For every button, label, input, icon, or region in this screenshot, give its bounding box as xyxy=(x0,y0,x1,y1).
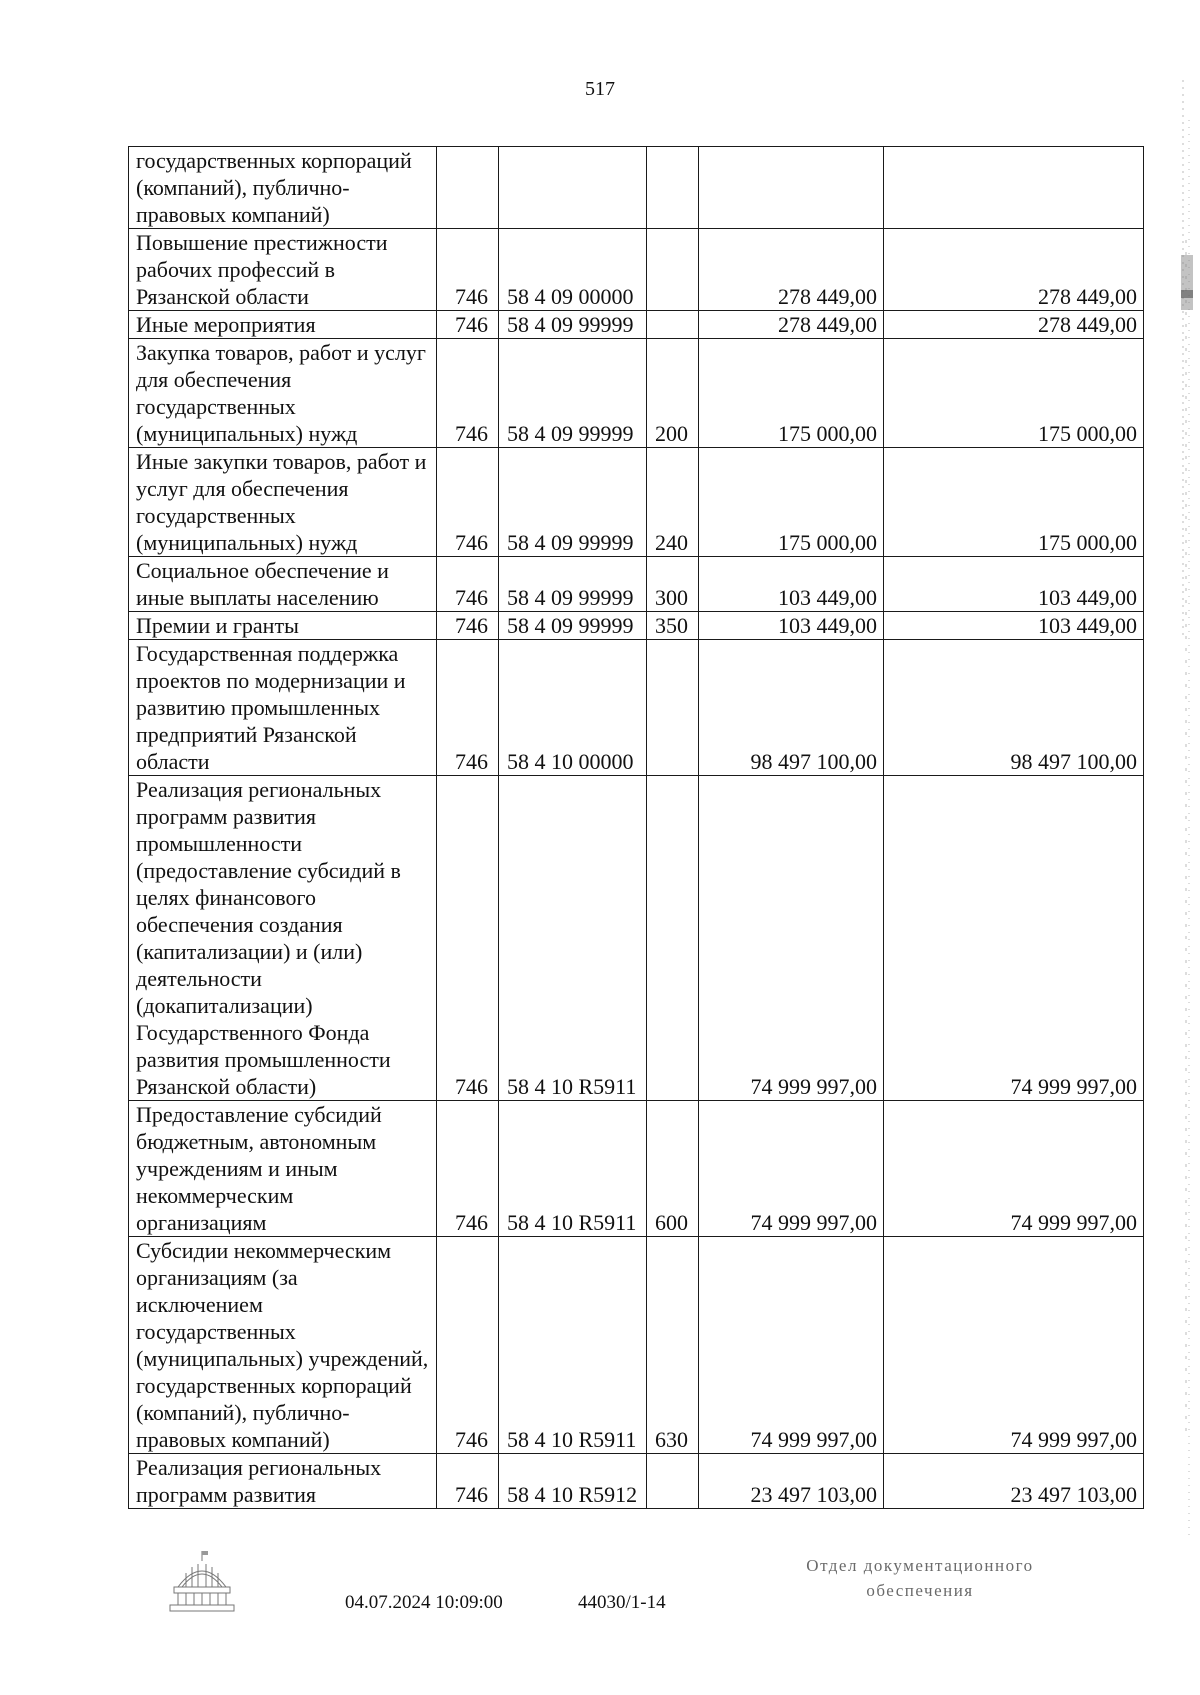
row-name-line: Рязанской области xyxy=(136,284,309,309)
table-row xyxy=(129,229,1144,311)
row-name-line: деятельности xyxy=(136,966,262,991)
table-row xyxy=(129,1237,1144,1454)
amount-cell: 278 449,00 xyxy=(699,311,884,339)
department-stamp xyxy=(770,1553,1070,1603)
gr-code-cell: 746 xyxy=(437,448,499,557)
amount-cell: 278 449,00 xyxy=(699,229,884,311)
expense-type-cell xyxy=(647,776,699,1101)
table-row xyxy=(129,612,1144,640)
amount-cell: 103 449,00 xyxy=(699,557,884,612)
target-article-cell: 58 4 10 00000 xyxy=(499,640,647,776)
row-name-line: государственных xyxy=(136,503,296,528)
row-name-line: (компаний), публично- xyxy=(136,175,350,200)
target-article-cell: 58 4 09 00000 xyxy=(499,229,647,311)
target-article-cell: 58 4 09 99999 xyxy=(499,557,647,612)
gr-code-cell: 746 xyxy=(437,612,499,640)
expense-type-cell: 350 xyxy=(647,612,699,640)
row-name-line: Субсидии некоммерческим xyxy=(136,1238,392,1263)
amount-cell: 175 000,00 xyxy=(699,448,884,557)
target-article-cell: 58 4 10 R5911 xyxy=(499,1237,647,1454)
amount-cell xyxy=(884,147,1144,229)
row-name-cell xyxy=(129,339,437,448)
row-name-line: правовых компаний) xyxy=(136,202,330,227)
row-name-line: Реализация региональных xyxy=(136,777,382,802)
row-name-cell xyxy=(129,776,437,1101)
amount-cell: 74 999 997,00 xyxy=(884,1101,1144,1237)
row-name-cell xyxy=(129,1454,437,1509)
amount-cell: 98 497 100,00 xyxy=(884,640,1144,776)
table-row xyxy=(129,640,1144,776)
amount-cell: 103 449,00 xyxy=(699,612,884,640)
row-name-line: Закупка товаров, работ и услуг xyxy=(136,340,426,365)
amount-cell: 74 999 997,00 xyxy=(699,1101,884,1237)
row-name-line: Государственного Фонда xyxy=(136,1020,370,1045)
gr-code-cell: 746 xyxy=(437,1237,499,1454)
row-name-line: Государственная поддержка xyxy=(136,641,399,666)
amount-cell xyxy=(699,147,884,229)
gr-code-cell: 746 xyxy=(437,1101,499,1237)
row-name-cell xyxy=(129,147,437,229)
row-name-line: развития промышленности xyxy=(136,1047,391,1072)
stamp-line-2: обеспечения xyxy=(866,1581,974,1600)
row-name-line: Премии и гранты xyxy=(136,613,299,638)
row-name-cell xyxy=(129,448,437,557)
amount-cell: 278 449,00 xyxy=(884,311,1144,339)
gr-code-cell: 746 xyxy=(437,229,499,311)
expense-type-cell xyxy=(647,640,699,776)
target-article-cell: 58 4 09 99999 xyxy=(499,612,647,640)
row-name-cell xyxy=(129,612,437,640)
row-name-line: (муниципальных) нужд xyxy=(136,421,358,446)
expense-type-cell xyxy=(647,229,699,311)
row-name-line: организациям (за xyxy=(136,1265,298,1290)
amount-cell: 103 449,00 xyxy=(884,612,1144,640)
gr-code-cell: 746 xyxy=(437,311,499,339)
gr-code-cell xyxy=(437,147,499,229)
row-name-cell xyxy=(129,1101,437,1237)
target-article-cell: 58 4 10 R5911 xyxy=(499,1101,647,1237)
row-name-line: государственных xyxy=(136,1319,296,1344)
table-row xyxy=(129,1101,1144,1237)
row-name-cell xyxy=(129,311,437,339)
amount-cell: 23 497 103,00 xyxy=(699,1454,884,1509)
table-row xyxy=(129,311,1144,339)
row-name-line: (муниципальных) учреждений, xyxy=(136,1346,429,1371)
row-name-line: некоммерческим xyxy=(136,1183,294,1208)
expense-type-cell: 240 xyxy=(647,448,699,557)
target-article-cell xyxy=(499,147,647,229)
table-row xyxy=(129,147,1144,229)
building-emblem-icon xyxy=(166,1549,238,1615)
row-name-line: проектов по модернизации и xyxy=(136,668,406,693)
row-name-line: (предоставление субсидий в xyxy=(136,858,401,883)
amount-cell: 74 999 997,00 xyxy=(699,1237,884,1454)
row-name-line: Иные закупки товаров, работ и xyxy=(136,449,427,474)
gr-code-cell: 746 xyxy=(437,557,499,612)
row-name-cell xyxy=(129,557,437,612)
row-name-line: государственных корпораций xyxy=(136,148,412,173)
row-name-line: (компаний), публично- xyxy=(136,1400,350,1425)
table-body xyxy=(129,147,1144,1509)
row-name-cell xyxy=(129,1237,437,1454)
target-article-cell: 58 4 09 99999 xyxy=(499,339,647,448)
row-name-line: развитию промышленных xyxy=(136,695,381,720)
row-name-cell xyxy=(129,640,437,776)
row-name-line: предприятий Рязанской xyxy=(136,722,357,747)
table-row xyxy=(129,776,1144,1101)
target-article-cell: 58 4 09 99999 xyxy=(499,311,647,339)
row-name-line: области xyxy=(136,749,210,774)
row-name-line: Реализация региональных xyxy=(136,1455,382,1480)
target-article-cell: 58 4 09 99999 xyxy=(499,448,647,557)
row-name-line: Социальное обеспечение и xyxy=(136,558,389,583)
row-name-line: учреждениям и иным xyxy=(136,1156,338,1181)
expense-type-cell: 630 xyxy=(647,1237,699,1454)
table-row xyxy=(129,339,1144,448)
row-name-line: Рязанской области) xyxy=(136,1074,317,1099)
row-name-line: государственных xyxy=(136,394,296,419)
amount-cell: 103 449,00 xyxy=(884,557,1144,612)
row-name-line: бюджетным, автономным xyxy=(136,1129,377,1154)
amount-cell: 175 000,00 xyxy=(884,448,1144,557)
row-name-line: Предоставление субсидий xyxy=(136,1102,382,1127)
target-article-cell: 58 4 10 R5912 xyxy=(499,1454,647,1509)
row-name-line: Иные мероприятия xyxy=(136,312,316,337)
expense-type-cell xyxy=(647,311,699,339)
footer-datetime: 04.07.2024 10:09:00 xyxy=(345,1592,503,1613)
row-name-line: Повышение престижности xyxy=(136,230,388,255)
row-name-line: организациям xyxy=(136,1210,267,1235)
row-name-line: для обеспечения xyxy=(136,367,292,392)
amount-cell: 175 000,00 xyxy=(884,339,1144,448)
row-name-line: (капитализации) и (или) xyxy=(136,939,363,964)
row-name-line: программ развития xyxy=(136,804,317,829)
row-name-line: исключением xyxy=(136,1292,263,1317)
amount-cell: 23 497 103,00 xyxy=(884,1454,1144,1509)
amount-cell: 98 497 100,00 xyxy=(699,640,884,776)
amount-cell: 175 000,00 xyxy=(699,339,884,448)
gr-code-cell: 746 xyxy=(437,640,499,776)
row-name-line: правовых компаний) xyxy=(136,1427,330,1452)
row-name-line: (муниципальных) нужд xyxy=(136,530,358,555)
row-name-line: иные выплаты населению xyxy=(136,585,379,610)
budget-table xyxy=(128,146,1144,1509)
page-number: 517 xyxy=(585,78,615,100)
amount-cell: 278 449,00 xyxy=(884,229,1144,311)
row-name-line: рабочих профессий в xyxy=(136,257,336,282)
expense-type-cell xyxy=(647,147,699,229)
row-name-line: услуг для обеспечения xyxy=(136,476,349,501)
target-article-cell: 58 4 10 R5911 xyxy=(499,776,647,1101)
row-name-cell xyxy=(129,229,437,311)
row-name-line: государственных корпораций xyxy=(136,1373,412,1398)
table-row xyxy=(129,557,1144,612)
amount-cell: 74 999 997,00 xyxy=(699,776,884,1101)
expense-type-cell: 200 xyxy=(647,339,699,448)
amount-cell: 74 999 997,00 xyxy=(884,1237,1144,1454)
amount-cell: 74 999 997,00 xyxy=(884,776,1144,1101)
gr-code-cell: 746 xyxy=(437,776,499,1101)
footer-doc-number: 44030/1-14 xyxy=(578,1592,666,1613)
row-name-line: целях финансового xyxy=(136,885,316,910)
gr-code-cell: 746 xyxy=(437,339,499,448)
table-row xyxy=(129,448,1144,557)
expense-type-cell: 300 xyxy=(647,557,699,612)
scan-edge-marks xyxy=(1180,40,1194,1580)
row-name-line: программ развития xyxy=(136,1482,317,1507)
row-name-line: обеспечения создания xyxy=(136,912,343,937)
row-name-line: промышленности xyxy=(136,831,302,856)
table-row xyxy=(129,1454,1144,1509)
stamp-line-1: Отдел документационного xyxy=(806,1556,1034,1575)
row-name-line: (докапитализации) xyxy=(136,993,313,1018)
gr-code-cell: 746 xyxy=(437,1454,499,1509)
expense-type-cell: 600 xyxy=(647,1101,699,1237)
expense-type-cell xyxy=(647,1454,699,1509)
